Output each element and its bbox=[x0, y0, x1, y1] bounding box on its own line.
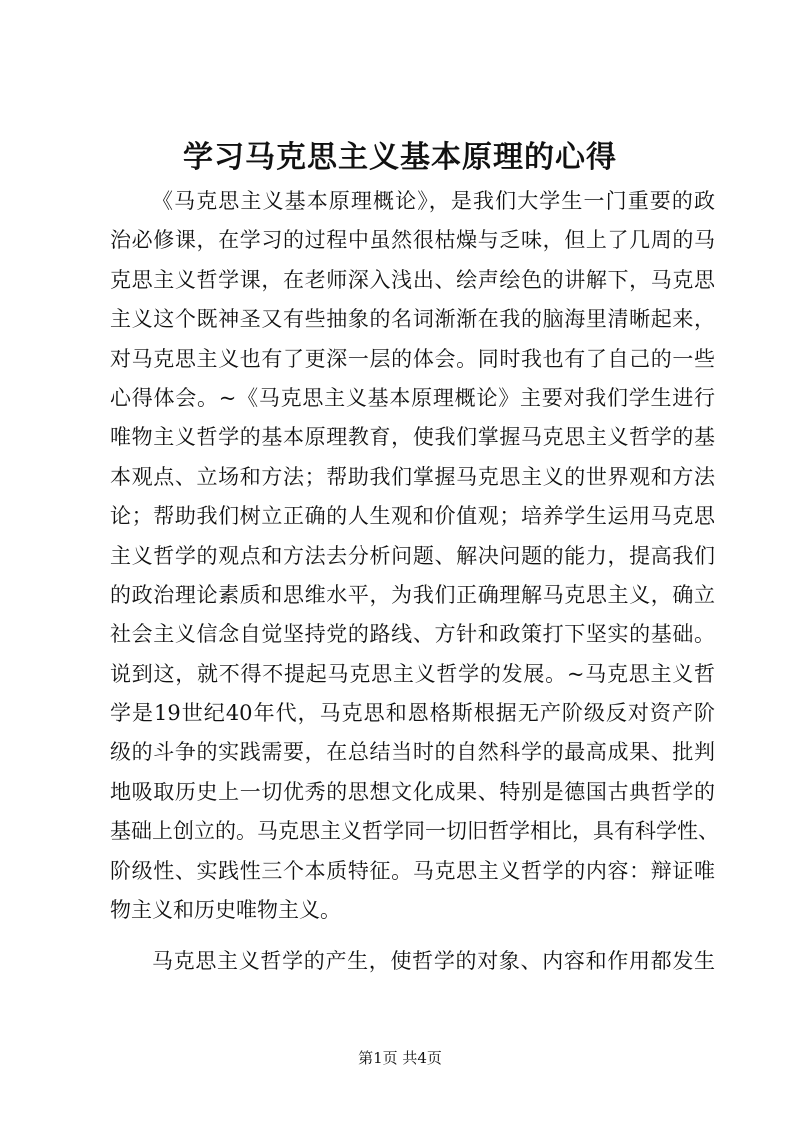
paragraph-1-line: 地吸取历史上一切优秀的思想文化成果、特别是德国古典哲学的 bbox=[110, 779, 715, 804]
paragraph-1-line: 说到这，就不得不提起马克思主义哲学的发展。~马克思主义哲 bbox=[110, 661, 715, 686]
paragraph-1-line: 论；帮助我们树立正确的人生观和价值观；培养学生运用马克思 bbox=[110, 504, 715, 529]
paragraph-1-line: 物主义和历史唯物主义。 bbox=[110, 898, 341, 923]
paragraph-1-line: 阶级性、实践性三个本质特征。马克思主义哲学的内容：辩证唯 bbox=[110, 858, 715, 883]
paragraph-1-line: 本观点、立场和方法；帮助我们掌握马克思主义的世界观和方法 bbox=[110, 464, 715, 489]
body-text bbox=[110, 182, 719, 982]
paragraph-1-line: 社会主义信念自觉坚持党的路线、方针和政策打下坚实的基础。 bbox=[110, 622, 715, 647]
paragraph-1-line: 基础上创立的。马克思主义哲学同一切旧哲学相比，具有科学性、 bbox=[110, 819, 719, 844]
paragraph-1-line: 心得体会。~《马克思主义基本原理概论》主要对我们学生进行 bbox=[110, 385, 715, 410]
paragraph-1-line: 的政治理论素质和思维水平，为我们正确理解马克思主义，确立 bbox=[110, 582, 715, 607]
paragraph-1-line: 学是19世纪40年代，马克思和恩格斯根据无产阶级反对资产阶 bbox=[110, 701, 715, 726]
paragraph-gap bbox=[110, 930, 715, 942]
paragraph-1-line: 唯物主义哲学的基本原理教育，使我们掌握马克思主义哲学的基 bbox=[110, 425, 715, 450]
page-title: 学习马克思主义基本原理的心得 bbox=[183, 140, 617, 175]
paragraph-1-line: 《马克思主义基本原理概论》，是我们大学生一门重要的政 bbox=[152, 189, 715, 213]
paragraph-1-line: 克思主义哲学课，在老师深入浅出、绘声绘色的讲解下，马克思 bbox=[110, 267, 715, 292]
paragraph-2-line: 马克思主义哲学的产生，使哲学的对象、内容和作用都发生 bbox=[152, 949, 715, 974]
paragraph-1-line: 主义哲学的观点和方法去分析问题、解决问题的能力，提高我们 bbox=[110, 543, 715, 568]
paragraph-1-line: 治必修课，在学习的过程中虽然很枯燥与乏味，但上了几周的马 bbox=[110, 228, 715, 253]
paragraph-1-line: 级的斗争的实践需要，在总结当时的自然科学的最高成果、批判 bbox=[110, 740, 715, 765]
page-footer: 第1页 共4页 bbox=[358, 1049, 442, 1067]
paragraph-1-line: 主义这个既神圣又有些抽象的名词渐渐在我的脑海里清晰起来， bbox=[110, 307, 715, 332]
paragraph-1-line: 对马克思主义也有了更深一层的体会。同时我也有了自己的一些 bbox=[110, 346, 715, 371]
